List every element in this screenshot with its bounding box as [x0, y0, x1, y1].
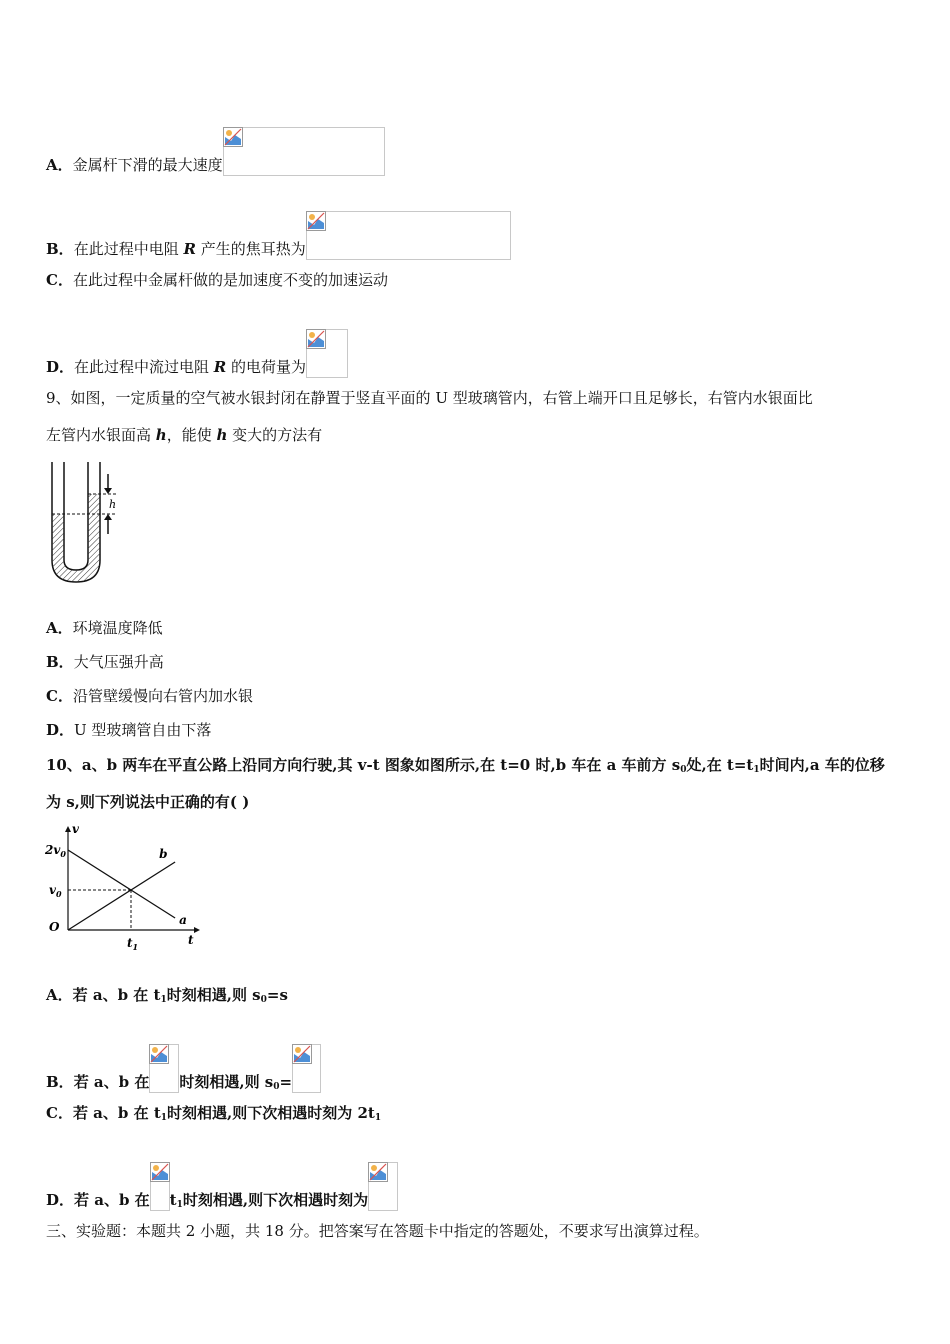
subscript: 0 — [260, 995, 267, 1005]
variable-r: R — [183, 240, 196, 258]
option-text: 金属杆下滑的最大速度 — [72, 156, 223, 174]
broken-image-icon — [306, 211, 326, 231]
subscript: 1 — [160, 1113, 168, 1123]
x-axis-label: t — [188, 933, 194, 947]
option-letter: B． — [46, 240, 74, 258]
q10-option-d — [46, 1162, 398, 1215]
option-letter: D． — [46, 358, 75, 376]
broken-image-icon — [149, 1044, 169, 1064]
option-text: 时刻相遇,则下次相遇时刻为 2t — [167, 1104, 375, 1122]
option-text-post: 的电荷量为 — [226, 358, 307, 376]
q8-option-d — [46, 329, 348, 378]
q10-stem-text: 为 s,则下列说法中正确的有( ) — [46, 793, 250, 811]
option-text: 沿管壁缓慢向右管内加水银 — [72, 687, 253, 705]
origin-label: O — [49, 920, 60, 934]
q8-option-a — [46, 127, 385, 176]
q8-option-c — [46, 270, 388, 290]
option-letter: C． — [46, 687, 73, 705]
u-tube-figure — [46, 460, 126, 585]
section-3-heading — [46, 1221, 709, 1241]
option-text: 环境温度降低 — [72, 619, 163, 637]
q9-option-a — [46, 618, 163, 638]
option-letter: B． — [46, 1073, 74, 1091]
option-letter: A． — [46, 986, 73, 1004]
subscript: 1 — [176, 1200, 183, 1210]
option-text: 大气压强升高 — [73, 653, 164, 671]
subscript: 1 — [160, 995, 167, 1005]
q9-stem-line1 — [46, 388, 813, 408]
formula-image-placeholder — [306, 329, 348, 378]
option-letter: A． — [46, 156, 73, 174]
h-label: h — [109, 498, 117, 511]
option-letter: C． — [46, 1104, 73, 1122]
q9-option-d — [46, 720, 211, 740]
formula-image-placeholder — [292, 1044, 321, 1093]
q9-stem-line2 — [46, 425, 322, 445]
broken-image-icon — [150, 1162, 170, 1182]
broken-image-icon — [368, 1162, 388, 1182]
q10-option-a — [46, 985, 288, 1010]
option-text-pre: 在此过程中电阻 — [73, 240, 184, 258]
q9-stem-text: 变大的方法有 — [227, 426, 323, 444]
y-axis-arrow — [65, 826, 71, 832]
y-tick-label-v0: $v_0$ — [49, 883, 62, 899]
q10-stem-text: 时间内,a 车的位移 — [759, 756, 885, 774]
subscript: 0 — [273, 1082, 280, 1092]
q8-option-b — [46, 211, 511, 260]
q9-stem-text: 左管内水银面高 — [46, 426, 156, 444]
variable-h: h — [155, 426, 167, 444]
option-text: =s — [266, 986, 288, 1004]
option-text: 若 a、b 在 t — [72, 1104, 161, 1122]
option-text: 时刻相遇,则下次相遇时刻为 — [182, 1191, 369, 1209]
option-text: 若 a、b 在 t — [72, 986, 161, 1004]
q10-option-b — [46, 1044, 321, 1097]
chart-labels — [44, 822, 194, 952]
option-text: 在此过程中金属杆做的是加速度不变的加速运动 — [72, 271, 388, 289]
vt-chart — [44, 822, 209, 952]
formula-image-placeholder — [223, 127, 385, 176]
series-line-b — [68, 862, 175, 930]
option-letter: D． — [46, 1191, 75, 1209]
option-text: 若 a、b 在 — [74, 1191, 150, 1209]
option-text: = — [279, 1073, 293, 1091]
q10-stem-line2 — [46, 792, 249, 812]
x-tick-label-t1: $t_1$ — [127, 936, 139, 952]
subscript: 0 — [680, 765, 687, 775]
formula-image-placeholder — [368, 1162, 398, 1211]
subscript: 1 — [374, 1113, 382, 1123]
option-letter: D． — [46, 721, 75, 739]
option-text-post: 产生的焦耳热为 — [195, 240, 306, 258]
q10-stem-line1 — [46, 755, 885, 780]
variable-h: h — [216, 426, 228, 444]
q9-option-c — [46, 686, 253, 706]
broken-image-icon — [306, 329, 326, 349]
broken-image-icon — [292, 1044, 312, 1064]
formula-image-placeholder — [306, 211, 511, 260]
section-heading-text: 三、实验题：本题共 2 小题，共 18 分。把答案写在答题卡中指定的答题处，不要求写出演算过程。 — [46, 1222, 709, 1240]
q10-option-c — [46, 1103, 381, 1128]
variable-r: R — [213, 358, 227, 376]
formula-image-placeholder — [150, 1162, 170, 1211]
option-text: U 型玻璃管自由下落 — [74, 721, 212, 739]
subscript: 1 — [753, 765, 760, 775]
x-axis-arrow — [194, 927, 200, 933]
q9-stem-text: 9、如图，一定质量的空气被水银封闭在静置于竖直平面的 U 型玻璃管内，右管上端开口且足够长，右管内水银面比 — [46, 389, 813, 407]
series-label-a: a — [179, 913, 187, 927]
q10-stem-text: 10、a、b 两车在平直公路上沿同方向行驶,其 v-t 图象如图所示,在 t=0 时,b 车在 a 车前方 s — [46, 756, 681, 774]
option-text: t — [169, 1191, 177, 1209]
q9-stem-text: ，能使 — [166, 426, 217, 444]
q9-option-b — [46, 652, 164, 672]
q10-stem-text: 处,在 t=t — [686, 756, 754, 774]
option-text-pre: 在此过程中流过电阻 — [74, 358, 214, 376]
option-text: 若 a、b 在 — [73, 1073, 150, 1091]
broken-image-icon — [223, 127, 243, 147]
option-text: 时刻相遇,则 s — [166, 986, 261, 1004]
series-label-b: b — [159, 847, 168, 861]
option-letter: C． — [46, 271, 73, 289]
y-tick-label-2v0: $2v_0$ — [45, 843, 66, 859]
option-letter: A． — [46, 619, 73, 637]
y-axis-label: v — [72, 822, 79, 836]
option-text: 时刻相遇,则 s — [179, 1073, 274, 1091]
option-letter: B． — [46, 653, 74, 671]
formula-image-placeholder — [149, 1044, 179, 1093]
